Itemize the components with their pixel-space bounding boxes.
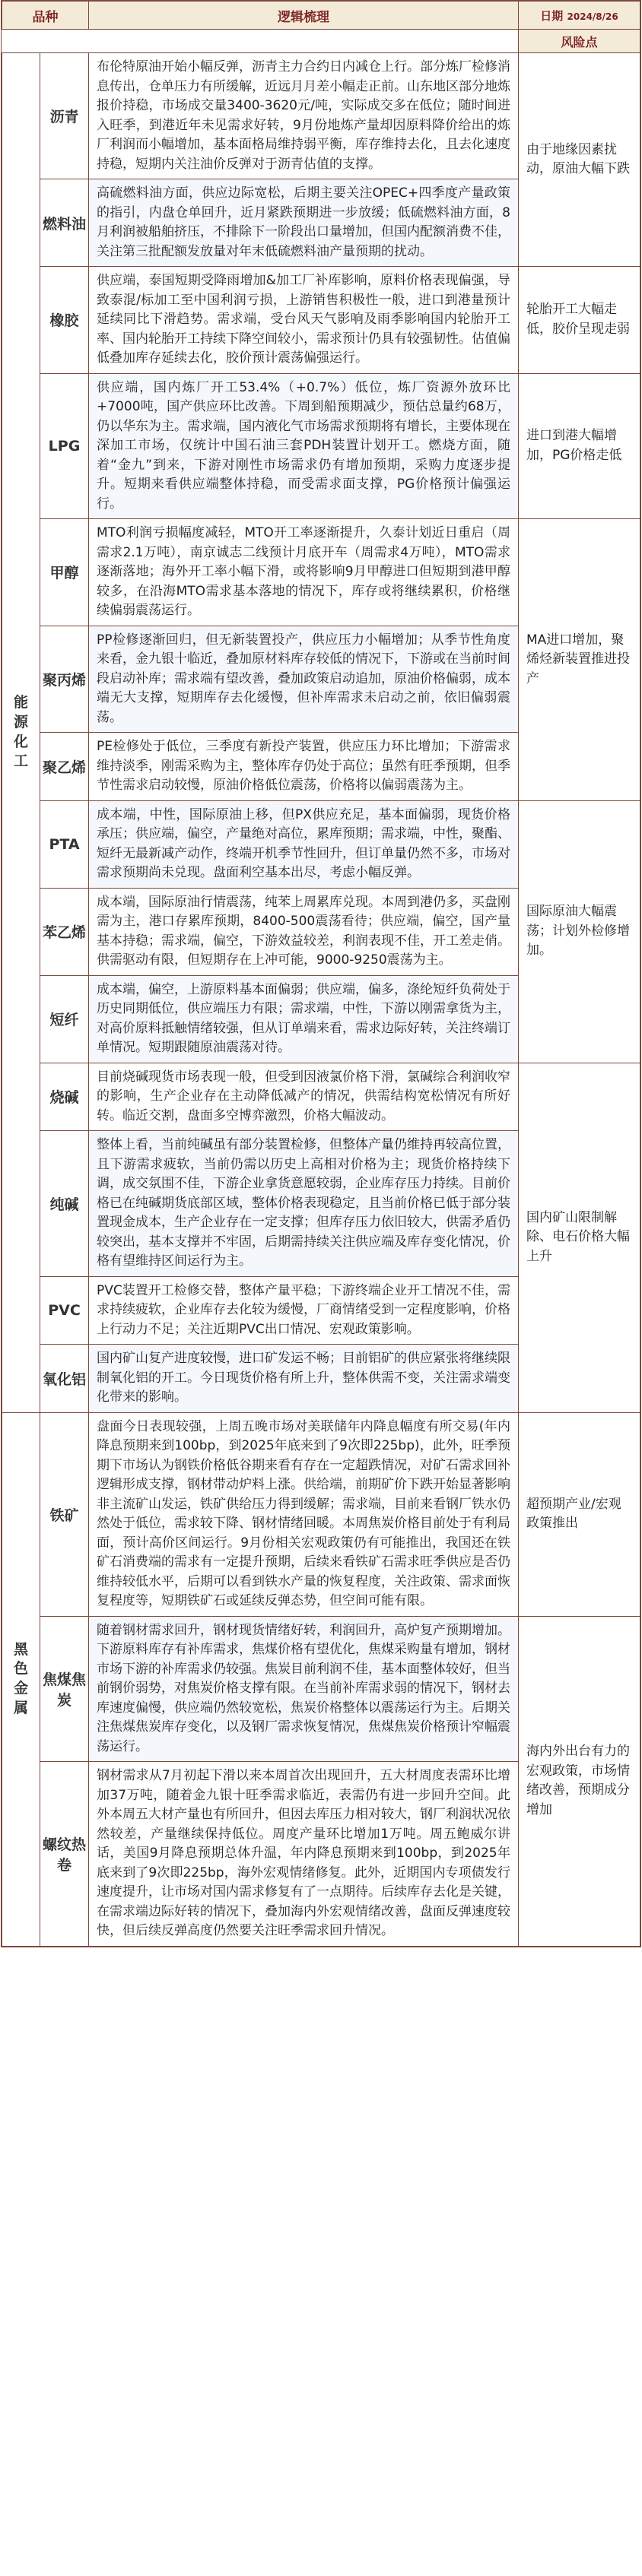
sector-label	[2, 53, 40, 1413]
header-row	[2, 2, 640, 30]
risk-text: 超预期产业/宏观政策推出	[519, 1412, 640, 1616]
risk-text: MA进口增加，聚烯烃新装置推进投产	[519, 519, 640, 801]
table-row	[2, 1412, 640, 1616]
risk-text: 国际原油大幅震荡；计划外检修增加。	[519, 800, 640, 1063]
variety-name: PTA	[40, 800, 89, 888]
logic-text: 成本端，中性，国际原油上移，但PX供应充足，基本面偏弱，现货价格承压；供应端，偏空，产量绝对高位，累库预期；需求端，中性，聚酯、短纤无最新减产动作，终端开机季节性回升，但订单量仍然不多，市场对需求预期尚未兑现。盘面利空基本出尽，考虑小幅反弹。	[89, 800, 519, 888]
variety-name: 焦煤焦炭	[40, 1616, 89, 1762]
variety-name: LPG	[40, 373, 89, 519]
logic-text: 成本端，国际原油行情震荡，纯苯上周累库兑现。本周到港仍多，买盘刚需为主，港口存累库预期，8400-500震荡看待；供应端，偏空，国产量基本持稳；需求端，偏空，下游效益较差，利润表现不佳，开工差走俏。供需驱动有限，但短期存在上冲可能，9000-9250震荡为主。	[89, 888, 519, 975]
risk-text: 国内矿山限制解除、电石价格大幅上升	[519, 1063, 640, 1412]
header-variety: 品种	[2, 2, 89, 30]
sector-char: 化	[13, 733, 28, 750]
logic-text: 整体上看，当前纯碱虽有部分装置检修，但整体产量仍维持再较高位置，且下游需求疲软，当前仍需以历史上高相对价格为主；现货价格持续下调，成交氛围不佳，下游企业拿货意愿较弱，企业库存压力持续。目前价格已在纯碱期货底部区域，整体价格表现稳定，且当前价格已低于部分装置现金成本，生产企业存在一定支撑；但库存压力依旧较大，供需矛盾仍较突出，基本支撑并不牢固，后期需持续关注供应端及库存变化情况，价格有望维持区间运行为主。	[89, 1131, 519, 1277]
variety-name: 燃料油	[40, 179, 89, 267]
variety-name: 烧碱	[40, 1063, 89, 1131]
variety-name: 螺纹热卷	[40, 1762, 89, 1947]
variety-name: 聚丙烯	[40, 626, 89, 733]
logic-text: PP检修逐渐回归，但无新装置投产，供应压力小幅增加；从季节性角度来看，金九银十临近，叠加原材料库存较低的情况下，下游或在当前时间段启动补库；需求端有望改善，叠加政策启动追加，原油价格偏弱，成本端无大支撑，短期库存去化缓慢，但补库需求未启动之前，依旧偏弱震荡。	[89, 626, 519, 733]
sector-char: 金	[13, 1680, 28, 1697]
logic-text: 随着钢材需求回升，钢材现货情绪好转，利润回升，高炉复产预期增加。下游原料库存有补库需求，焦煤价格有望优化，焦煤采购量有增加，钢材市场下游的补库需求仍较强。焦炭目前利润不佳，基本面整体较好，但当前钢价弱势，对焦炭价格支撑有限。在当前补库需求弱的情况下，钢材去库速度偏慢，供应端仍然较宽松，焦炭价格整体以震荡运行为主。后期关注焦煤焦炭库存变化，以及钢厂需求恢复情况，焦煤焦炭价格预计窄幅震荡运行。	[89, 1616, 519, 1762]
variety-name: 苯乙烯	[40, 888, 89, 975]
risk-text: 由于地缘因素扰动，原油大幅下跌	[519, 53, 640, 267]
table-row	[2, 53, 640, 179]
variety-name: 沥青	[40, 53, 89, 179]
sector-char: 源	[13, 714, 28, 731]
header-logic: 逻辑梳理	[89, 2, 519, 30]
header-date-label: 日期	[540, 8, 564, 23]
variety-name: PVC	[40, 1276, 89, 1345]
strategy-table	[1, 0, 641, 1947]
header-date	[519, 2, 640, 30]
logic-text: 国内矿山复产进度较慢，进口矿发运不畅；目前铝矿的供应紧张将继续限制氧化铝的开工。今日现货价格有所上升，整体供需不变，关注需求端变化带来的影响。	[89, 1345, 519, 1413]
logic-text: 供应端，国内炼厂开工53.4%（+0.7%）低位，炼厂资源外放环比+7000吨，国产供应环比改善。下周到船预期减少，预估总量约68万，仍以华东为主。需求端，国内液化气市场需求预期将有增长，主要体现在深加工市场，仅统计中国石油三套PDH装置计划开工。燃烧方面，随着“金九”到来，下游对刚性市场需求仍有增加预期，采购力度逐步提升。短期来看供应端整体持稳，而受需求面支撑，PG价格预计偏强运行。	[89, 373, 519, 519]
logic-text: 钢材需求从7月初起下滑以来本周首次出现回升，五大材周度表需环比增加37万吨，随着金九银十旺季需求临近，表需仍有进一步回升空间。此外本周五大材产量也有所回升，但因去库压力相对较大，钢厂利润状况依然较差，产量继续保持低位。周度产量环比增加1万吨。周五鲍威尔讲话，美国9月降息预期总体升温，年内降息预期来到100bp，到2025年底来到了9次即225bp，海外宏观情绪修复。此外，近期国内专项债发行速度提升，让市场对国内需求修复有了一点期待。后续库存去化是关键，在需求端边际好转的情况下，叠加海内外宏观情绪改善，盘面反弹速度较快，但后续反弹高度仍然要关注旺季需求回升情况。	[89, 1762, 519, 1947]
risk-header-row	[2, 30, 640, 53]
logic-text: 供应端，泰国短期受降雨增加&加工厂补库影响，原料价格表现偏强，导致泰混/标加工至中国利润亏损，上游销售积极性一般，进口到港量预计延续同比下滑趋势。需求端，受台风天气影响及雨季影响国内轮胎开工率、国内轮胎开工持续下降空间较小，需求预计仍具有较强韧性。估值偏低叠加库存延续去化，胶价预计震荡偏强运行。	[89, 267, 519, 374]
variety-name: 甲醇	[40, 519, 89, 626]
header-date-value: 2024/8/26	[567, 11, 618, 22]
variety-name: 铁矿	[40, 1412, 89, 1616]
table-row	[2, 1616, 640, 1762]
sector-char: 色	[13, 1660, 28, 1678]
risk-text: 轮胎开工大幅走低，胶价呈现走弱	[519, 267, 640, 374]
logic-text: PVC装置开工检修交替，整体产量平稳；下游终端企业开工情况不佳，需求持续疲软，企业库存去化较为缓慢，厂商情绪受到一定程度影响，价格上行动力不足；关注近期PVC出口情况、宏观政策影响。	[89, 1276, 519, 1345]
variety-name: 氧化铝	[40, 1345, 89, 1413]
risk-header-spacer	[2, 30, 519, 53]
table-row	[2, 800, 640, 888]
variety-name: 橡胶	[40, 267, 89, 374]
table-row	[2, 1063, 640, 1131]
table-row	[2, 519, 640, 626]
header-risk: 风险点	[519, 30, 640, 53]
logic-text: MTO利润亏损幅度减轻，MTO开工率逐渐提升，久泰计划近日重启（周需求2.1万吨），南京诚志二线预计月底开车（周需求4万吨），MTO需求逐渐落地；海外开工率小幅下滑，或将影响9月甲醇进口但短期到港甲醇较多，在沿海MTO需求基本落地的情况下，库存或将继续累积，价格继续偏弱震荡运行。	[89, 519, 519, 626]
variety-name: 聚乙烯	[40, 733, 89, 801]
logic-table	[2, 1, 640, 1947]
logic-text: 成本端，偏空，上游原料基本面偏弱；供应端，偏多，涤纶短纤负荷处于历史同期低位，供应端压力有限；需求端，中性，下游以刚需拿货为主，对高价原料抵触情绪较强，但从订单端来看，需求边际好转，关注终端订单情况。短期跟随原油震荡对待。	[89, 975, 519, 1063]
sector-char: 能	[13, 694, 28, 711]
risk-text: 海内外出台有力的宏观政策，市场情绪改善，预期成分增加	[519, 1616, 640, 1946]
sector-label	[2, 1412, 40, 1946]
sector-char: 黑	[13, 1640, 28, 1658]
risk-text: 进口到港大幅增加，PG价格走低	[519, 373, 640, 519]
logic-text: 目前烧碱现货市场表现一般，但受到因液氯价格下滑，氯碱综合利润收窄的影响，生产企业存在主动降低减产的情况，供需结构宽松情况有所好转。临近交割，盘面多空博弈激烈，价格大幅波动。	[89, 1063, 519, 1131]
sector-char: 属	[13, 1699, 28, 1716]
variety-name: 短纤	[40, 975, 89, 1063]
table-row	[2, 267, 640, 374]
table-row	[2, 373, 640, 519]
table-body	[2, 53, 640, 1947]
logic-text: 高硫燃料油方面，供应边际宽松，后期主要关注OPEC+四季度产量政策的指引，内盘仓单回升，近月紧跌预期进一步放缓；低硫燃料油方面，8月利润被船舶挤压，不排除下一阶段出口量增加，但国内配额消费不佳，关注第三批配额发放量对年末低硫燃料油产量预期的扰动。	[89, 179, 519, 267]
sector-char: 工	[13, 753, 28, 770]
logic-text: 盘面今日表现较强，上周五晚市场对美联储年内降息幅度有所交易(年内降息预期来到100bp，到2025年底来到了9次即225bp)，此外，旺季预期下市场认为钢铁价格低谷期来看有存在一定超跌情况，对矿石需求回补逻辑形成支撑，钢材带动炉料上涨。供给端，前期矿价下跌开始显著影响非主流矿山发运，铁矿供给压力得到缓解；需求端，目前来看钢厂铁水仍然处于低位，需求较下降、钢材情绪回暖。本周焦炭价格目前处于有利局面，预计高价区间运行。9月份相关宏观政策仍有可能推出，我国还在铁矿石消费端的需求有一定提升预期，后续来看铁矿石需求旺季供应是否仍维持较低水平，后期可以看到铁水产量的恢复程度，关注政策、需求面恢复程度等，短期铁矿石或延续反弹态势，但空间可能有限。	[89, 1412, 519, 1616]
logic-text: PE检修处于低位，三季度有新投产装置，供应压力环比增加；下游需求维持淡季，刚需采购为主，整体库存仍处于高位；虽然有旺季预期，但季节性需求启动较慢，原油价格低位震荡，价格将以偏弱震荡为主。	[89, 733, 519, 801]
logic-text: 布伦特原油开始小幅反弹，沥青主力合约日内减仓上行。部分炼厂检修消息传出，仓单压力有所缓解，近远月月差小幅走正前。山东地区部分地炼报价持稳，市场成交量3400-3620元/吨，实际成交多在低位；随时间进入旺季，到港近年未见需求好转，9月份地炼产量却因原料降价给出的炼厂利润而小幅增加，基本面格局维持弱平衡，库存维持去化，且去化速度持稳，短期内关注油价反弹对于沥青估值的支撑。	[89, 53, 519, 179]
variety-name: 纯碱	[40, 1131, 89, 1277]
